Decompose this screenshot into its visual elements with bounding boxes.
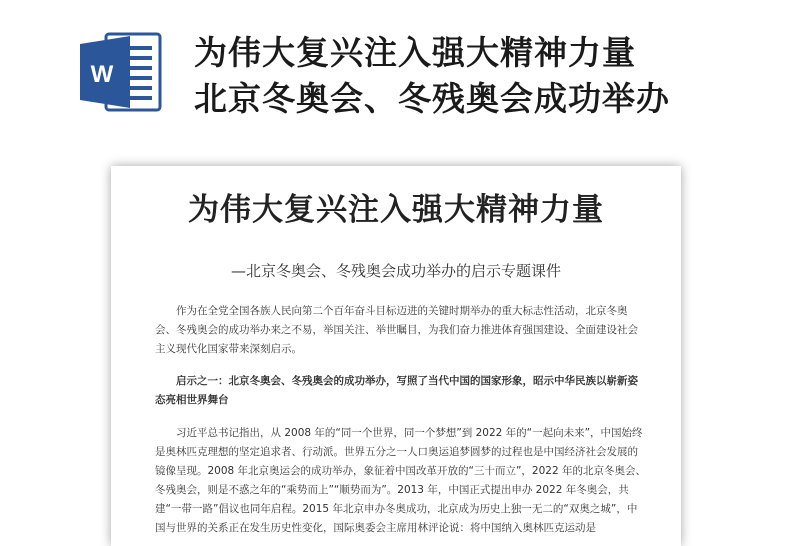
document-title: 为伟大复兴注入强大精神力量 [188, 192, 604, 228]
document-page [111, 166, 681, 546]
paragraph-heading-1: 启示之一：北京冬奥会、冬残奥会的成功举办，写照了当代中国的国家形象，昭示中华民族以崭新姿态亮相世界舞台 [155, 375, 638, 406]
word-icon [78, 32, 164, 112]
banner-title [194, 30, 670, 122]
paragraph-intro: 作为在全党全国各族人民向第二个百年奋斗目标迈进的关键时期举办的重大标志性活动，北京冬奥会、冬残奥会的成功举办来之不易，举国关注、举世瞩目，为我们奋力推进体育强国建设、全面建设社会主义现代化国家带来深刻启示。 [155, 305, 638, 355]
banner-title-line2: 北京冬奥会、冬残奥会成功举办 [194, 79, 670, 118]
banner-title-line1: 为伟大复兴注入强大精神力量 [194, 33, 636, 72]
header-banner [0, 0, 800, 150]
svg-text:W: W [90, 61, 114, 88]
paragraph-body-1: 习近平总书记指出，从 2008 年的“同一个世界，同一个梦想”到 2022 年的“一起向未来”，中国始终是奥林匹克理想的坚定追求者、行动派。世界五分之一人口奥运追梦圆梦的过程也是中国经济社会发展的镜像呈现。2008 年北京奥运会的成功举办，象征着中国改革开放的“三十而立”，2022 年的北京冬奥会、冬残奥会，则是不惑之年的“乘势而上”“顺势而为”。2013 年，中国正式提出申办 2022 年冬奥会，共建“一带一路”倡议也同年启程。2015 年北京申办冬奥成功，北京成为历史上独一无二的“双奥之城”，中国与世界的关系正在发生历史性变化，国际奥委会主席用林评论说：将中国纳入奥林匹克运动是 [155, 427, 646, 534]
document-subtitle: —北京冬奥会、冬残奥会成功举办的启示专题课件 [230, 262, 561, 280]
